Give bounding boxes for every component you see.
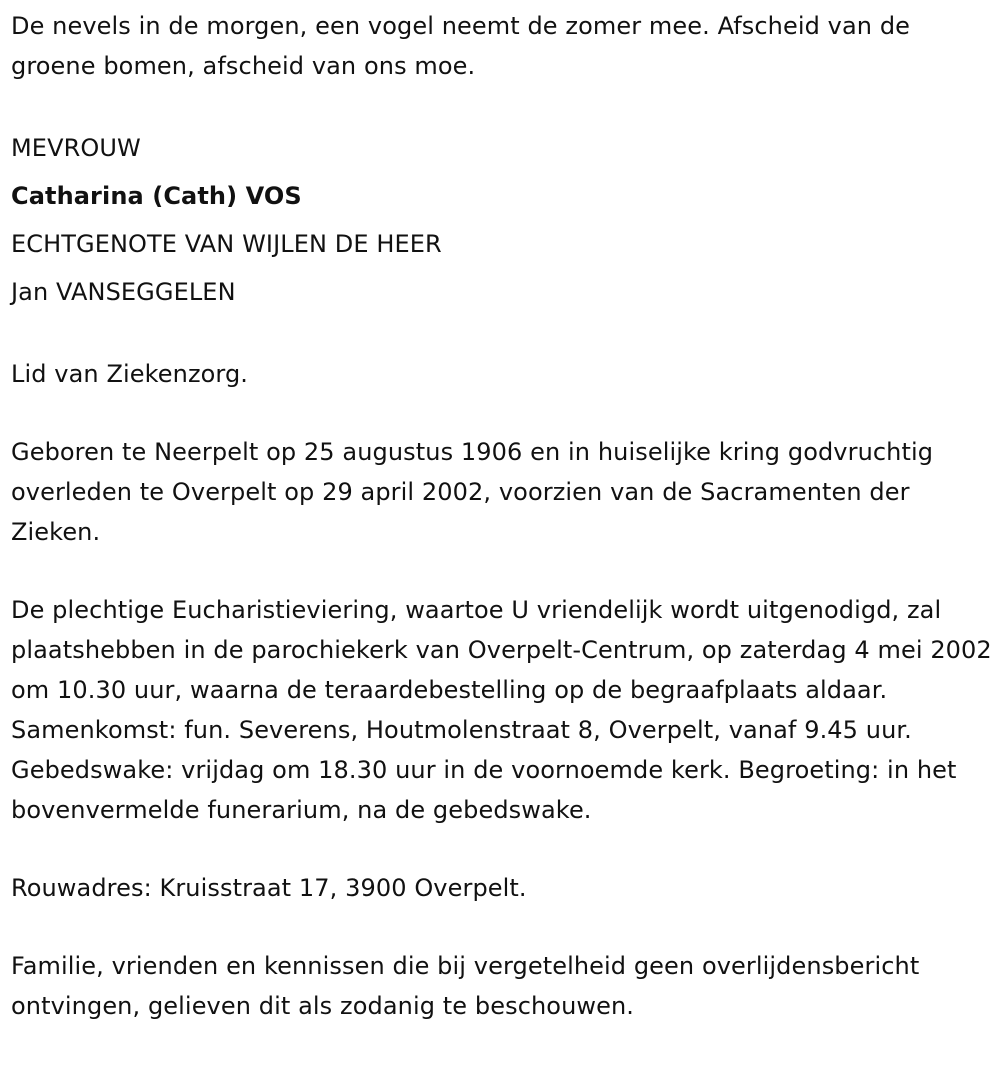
spacer [11,316,996,354]
spacer [11,394,996,432]
spouse-line: ECHTGENOTE VAN WIJLEN DE HEER [11,230,442,258]
spacer [11,86,996,124]
spouse-name: Jan VANSEGGELEN [11,278,236,306]
spacer [11,830,996,868]
ceremony-text: De plechtige Eucharistieviering, waartoe U vriendelijk wordt uitgenodigd, zal plaatshebben in de parochiekerk van Overpelt-Centrum, op zaterdag 4 mei 2002 om 10.30 uur, waarna de teraardebestelling op de begraafplaats aldaar. Samenkomst: fun. Severens, Houtmolenstraat 8, Overpelt, vanaf 9.45 uur. Gebedswake: vrijdag om 18.30 uur in de voornoemde kerk. Begroeting: in het bovenvermelde funerarium, na de gebedswake. [11,596,992,824]
closing-text: Familie, vrienden en kennissen die bij vergetelheid geen overlijdensbericht ontvingen, gelieven dit als zodanig te beschouwen. [11,952,920,1020]
address-text: Rouwadres: Kruisstraat 17, 3900 Overpelt. [11,874,527,902]
obituary-document [11,6,996,1026]
deceased-name: Catharina (Cath) VOS [11,182,302,210]
birth-death-text: Geboren te Neerpelt op 25 augustus 1906 en in huiselijke kring godvruchtig overleden te Overpelt op 29 april 2002, voorzien van de Sacramenten der Zieken. [11,438,934,546]
poem-text: De nevels in de morgen, een vogel neemt de zomer mee. Afscheid van de groene bomen, afscheid van ons moe. [11,12,911,80]
title-text: MEVROUW [11,134,141,162]
spacer [11,908,996,946]
spacer [11,552,996,590]
membership-text: Lid van Ziekenzorg. [11,360,249,388]
